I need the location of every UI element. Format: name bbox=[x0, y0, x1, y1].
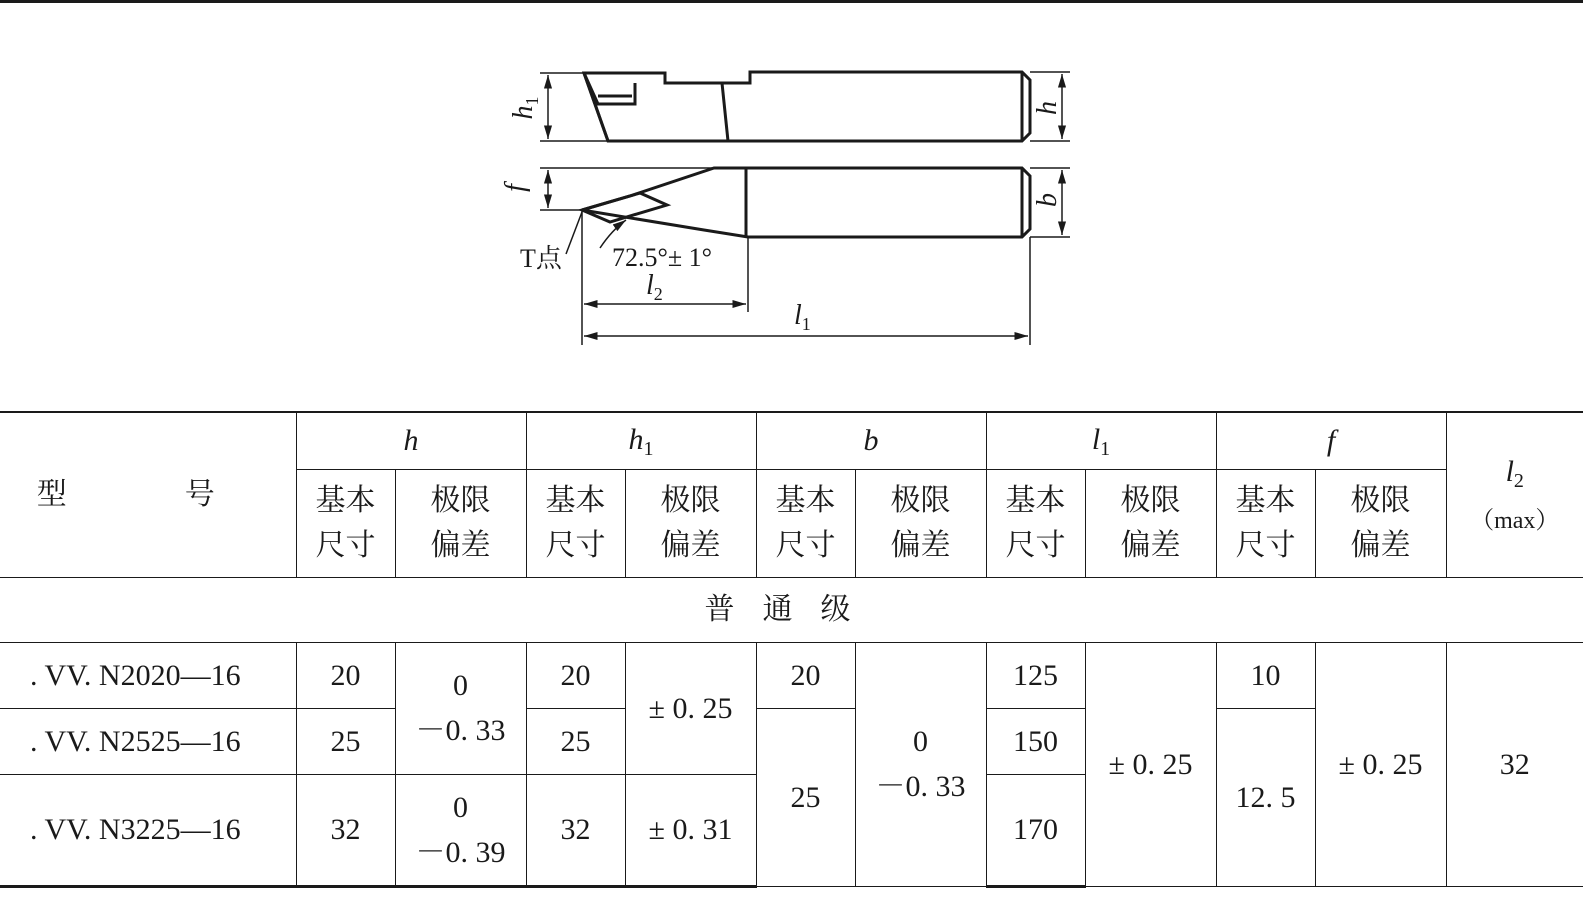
basic-size-header: 基本 尺寸 bbox=[756, 469, 855, 577]
h1-cell: 25 bbox=[526, 708, 625, 774]
b-cell: 25 bbox=[756, 708, 855, 886]
basic-size-header: 基本 尺寸 bbox=[296, 469, 395, 577]
f-label: f bbox=[500, 184, 531, 192]
h-label: h bbox=[1032, 101, 1063, 115]
f-tolerance-cell: ± 0. 25 bbox=[1315, 642, 1446, 886]
b-tolerance-cell: 0 －0. 33 bbox=[855, 642, 986, 886]
basic-size-header: 基本 尺寸 bbox=[986, 469, 1085, 577]
side-view bbox=[584, 72, 1030, 141]
table-row bbox=[0, 642, 1583, 708]
h1-cell: 20 bbox=[526, 642, 625, 708]
h-cell: 25 bbox=[296, 708, 395, 774]
l2-cell: 32 bbox=[1446, 642, 1583, 886]
t-point-label: T点 bbox=[520, 244, 562, 273]
tool-drawing bbox=[0, 0, 1583, 400]
basic-size-header: 基本 尺寸 bbox=[526, 469, 625, 577]
f-cell: 12. 5 bbox=[1216, 708, 1315, 886]
l1-cell: 150 bbox=[986, 708, 1085, 774]
grade-row bbox=[0, 577, 1583, 642]
l2-label: $l_2$ bbox=[646, 270, 663, 304]
l1-header: $l_1$ bbox=[986, 412, 1216, 469]
h1-cell: 32 bbox=[526, 774, 625, 886]
h-cell: 20 bbox=[296, 642, 395, 708]
dimension-lines bbox=[540, 72, 1070, 345]
limit-deviation-header: 极限 偏差 bbox=[1315, 469, 1446, 577]
h1-tolerance-cell: ± 0. 31 bbox=[625, 774, 756, 886]
b-header: b bbox=[756, 412, 986, 469]
limit-deviation-header: 极限 偏差 bbox=[855, 469, 986, 577]
h-cell: 32 bbox=[296, 774, 395, 886]
l1-label: $l_1$ bbox=[794, 300, 811, 334]
angle-label: 72.5°± 1° bbox=[612, 243, 713, 272]
l1-tolerance-cell: ± 0. 25 bbox=[1085, 642, 1216, 886]
limit-deviation-header: 极限 偏差 bbox=[625, 469, 756, 577]
model-cell: . VV. N2020—16 bbox=[0, 642, 296, 708]
model-header: 型 号 bbox=[0, 412, 296, 577]
dimension-table bbox=[0, 411, 1583, 888]
basic-size-header: 基本 尺寸 bbox=[1216, 469, 1315, 577]
l2-header: $l_2$ （max） bbox=[1446, 412, 1583, 577]
grade-label: 普通级 bbox=[0, 577, 1583, 642]
l1-cell: 170 bbox=[986, 774, 1085, 886]
h1-label: $h_1$ bbox=[508, 96, 542, 120]
top-view bbox=[582, 168, 1030, 237]
limit-deviation-header: 极限 偏差 bbox=[395, 469, 526, 577]
b-cell: 20 bbox=[756, 642, 855, 708]
h-tolerance-cell: 0 －0. 39 bbox=[395, 774, 526, 886]
h1-tolerance-cell: ± 0. 25 bbox=[625, 642, 756, 774]
limit-deviation-header: 极限 偏差 bbox=[1085, 469, 1216, 577]
l1-cell: 125 bbox=[986, 642, 1085, 708]
f-cell: 10 bbox=[1216, 642, 1315, 708]
model-cell: . VV. N2525—16 bbox=[0, 708, 296, 774]
b-label: b bbox=[1032, 193, 1063, 207]
header-row-1 bbox=[0, 412, 1583, 469]
model-cell: . VV. N3225—16 bbox=[0, 774, 296, 886]
h-tolerance-cell: 0 －0. 33 bbox=[395, 642, 526, 774]
h-header: h bbox=[296, 412, 526, 469]
f-header: f bbox=[1216, 412, 1446, 469]
h1-header: $h_1$ bbox=[526, 412, 756, 469]
